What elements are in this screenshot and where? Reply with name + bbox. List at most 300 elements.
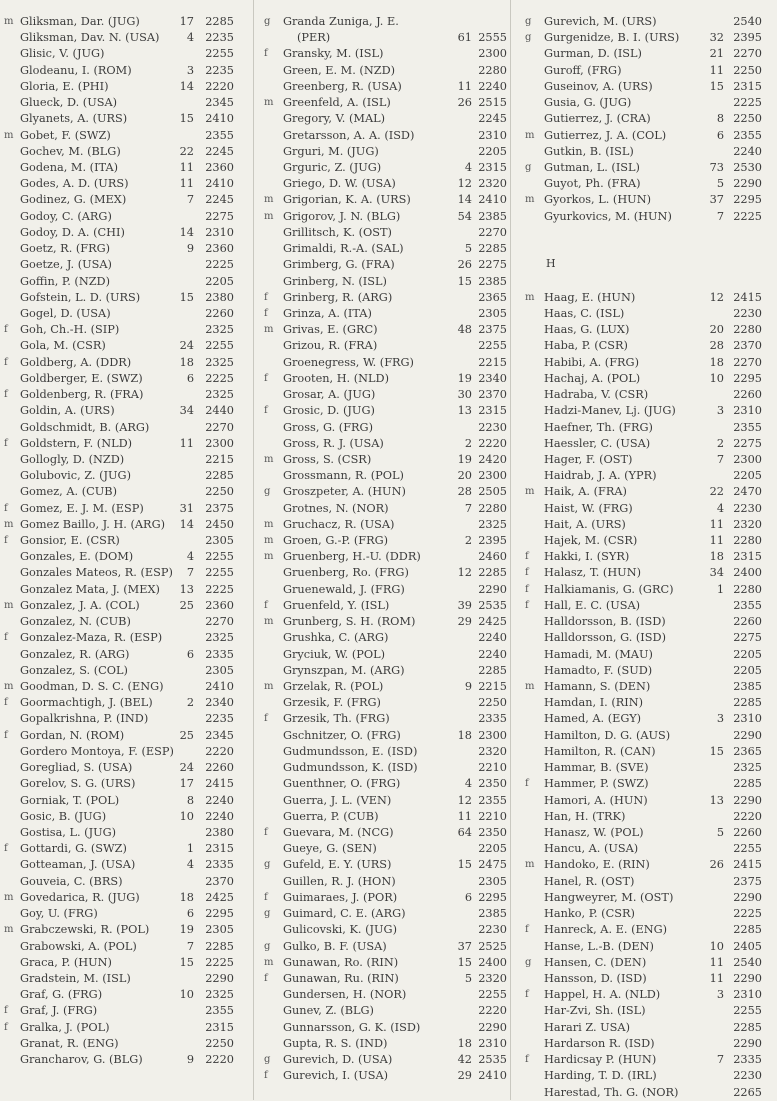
title-mark: f [525,924,529,936]
player-name: Hakki, I. (SYR) [544,550,630,564]
column-2 [256,0,509,1100]
player-entry [513,128,777,144]
title-mark: f [264,713,268,725]
player-name: Gliksman, Dar. (JUG) [20,15,140,28]
player-entry [0,420,252,436]
player-name: Guyot, Ph. (FRA) [544,177,641,191]
elo-rating: 2275 [478,258,507,272]
games-count: 32 [709,31,724,45]
elo-rating: 2225 [733,96,762,110]
games-count: 20 [709,323,724,337]
player-name: Haidrab, J. A. (YPR) [544,469,657,483]
games-count: 6 [186,907,194,921]
player-entry [513,728,777,744]
player-entry [256,1020,509,1036]
games-count: 13 [709,793,724,807]
elo-rating: 2210 [478,809,507,823]
elo-rating: 2275 [733,436,762,450]
player-name: Gschnitzer, O. (FRG) [283,728,401,742]
player-entry [256,841,509,857]
player-entry [513,160,777,176]
elo-rating: 2245 [205,193,234,207]
player-name: Hansen, C. (DEN) [544,955,647,969]
player-name: Halldorsson, G. (ISD) [544,631,666,645]
player-name: Guerra, J. L. (VEN) [283,793,392,807]
elo-rating: 2305 [205,923,234,937]
games-count: 17 [179,777,194,791]
player-name: Grinza, A. (ITA) [283,306,372,320]
elo-rating: 2315 [478,404,507,418]
player-name: Hanasz, W. (POL) [544,826,644,839]
player-name: Grunberg, S. H. (ROM) [283,615,416,629]
title-mark: m [4,599,14,611]
elo-rating: 2205 [478,144,507,158]
player-entry [256,46,509,62]
games-count: 17 [179,15,194,28]
player-name: Gonzalez, N. (CUB) [20,615,131,629]
games-count: 31 [179,501,194,515]
title-mark: m [264,681,274,693]
player-name: Gordan, N. (ROM) [20,728,125,742]
elo-rating: 2285 [478,663,507,677]
player-name: Grillitsch, K. (OST) [283,225,392,239]
player-entry [256,744,509,760]
player-name: Grynszpan, M. (ARG) [283,663,405,677]
title-mark: f [4,324,8,336]
games-count: 11 [709,971,724,985]
games-count: 18 [709,355,724,369]
player-name: Greenfeld, A. (ISL) [283,96,391,110]
player-name: Gurman, D. (ISL) [544,47,642,61]
player-name: Hamed, A. (EGY) [544,712,642,726]
player-entry [0,436,252,452]
title-mark: f [4,1021,8,1033]
games-count: 7 [186,566,194,580]
player-name: Gransky, M. (ISL) [283,47,384,61]
player-entry [256,290,509,306]
elo-rating: 2325 [205,323,234,337]
player-entry [256,79,509,95]
games-count: 14 [179,225,194,239]
player-entry [256,63,509,79]
games-count: 21 [709,47,724,61]
player-entry [0,30,252,46]
elo-rating: 2240 [733,144,762,158]
player-entry [0,890,252,906]
player-name: Goldin, A. (URS) [20,404,115,418]
player-entry [513,484,777,500]
player-name: Gollogly, D. (NZD) [20,452,125,466]
games-count: 9 [186,242,194,256]
elo-rating: 2405 [733,939,762,953]
player-entry [256,663,509,679]
elo-rating: 2230 [733,501,762,515]
player-entry [513,111,777,127]
player-name: Halasz, T. (HUN) [544,566,641,580]
elo-rating: 2290 [733,1036,762,1050]
title-mark: f [264,48,268,60]
elo-rating: 2355 [205,128,234,142]
elo-rating: 2225 [733,907,762,921]
elo-rating: 2230 [733,1069,762,1083]
player-name: Grushka, C. (ARG) [283,631,389,645]
player-entry [513,809,777,825]
elo-rating: 2225 [205,582,234,596]
player-name: Gunnarsson, G. K. (ISD) [283,1020,421,1034]
player-name: Hanel, R. (OST) [544,874,635,888]
player-entry [513,79,777,95]
elo-rating: 2290 [733,728,762,742]
player-entry [0,79,252,95]
player-entry [0,679,252,695]
player-entry [513,209,777,225]
elo-rating: 2375 [733,874,762,888]
elo-rating: 2225 [205,955,234,969]
player-entry [256,387,509,403]
player-entry [256,776,509,792]
elo-rating: 2315 [205,1020,234,1034]
player-name: Gomez Baillo, J. H. (ARG) [20,517,165,531]
games-count: 10 [709,371,724,385]
elo-rating: 2250 [733,112,762,126]
player-name: Hamadto, F. (SUD) [544,663,653,677]
player-entry [0,355,252,371]
title-mark: f [4,697,8,709]
player-entry [513,955,777,971]
games-count: 11 [179,177,194,191]
player-name: Happel, H. A. (NLD) [544,988,661,1002]
games-count: 22 [179,144,194,158]
player-entry [513,630,777,646]
games-count: 3 [716,988,724,1002]
games-count: 18 [179,355,194,369]
player-name: Haessler, C. (USA) [544,436,651,450]
player-name: Gopalkrishna, P. (IND) [20,712,149,726]
title-mark: f [525,1054,529,1066]
elo-rating: 2255 [205,550,234,564]
player-name: Guillen, R. J. (HON) [283,874,396,888]
player-name: Gouveia, C. (BRS) [20,874,123,888]
player-entry [0,582,252,598]
player-entry [256,144,509,160]
games-count: 2 [464,534,472,548]
player-entry [256,565,509,581]
player-entry [256,322,509,338]
player-entry [0,387,252,403]
elo-rating: 2260 [733,615,762,629]
title-mark: m [4,891,14,903]
player-name: Grzelak, R. (POL) [283,680,384,694]
title-mark: m [525,681,535,693]
elo-rating: 2325 [478,517,507,531]
player-entry [513,14,777,30]
elo-rating: 2360 [205,598,234,612]
elo-rating: 2310 [478,1036,507,1050]
player-name: Gregory, V. (MAL) [283,112,386,126]
player-entry [513,776,777,792]
elo-rating: 2280 [478,501,507,515]
player-entry [0,695,252,711]
elo-rating: 2225 [205,258,234,272]
player-entry [256,95,509,111]
elo-rating: 2225 [733,209,762,223]
elo-rating: 2385 [478,209,507,223]
player-entry [513,322,777,338]
player-entry [256,241,509,257]
games-count: 54 [457,209,472,223]
player-name: Gonzalez Mata, J. (MEX) [20,582,160,596]
player-name: Grotnes, N. (NOR) [283,501,389,515]
elo-rating: 2260 [733,826,762,839]
player-entry [256,501,509,517]
elo-rating: 2340 [478,371,507,385]
title-mark: m [264,97,274,109]
title-mark: f [525,583,529,595]
player-entry [256,128,509,144]
elo-rating: 2535 [478,598,507,612]
elo-rating: 2355 [478,793,507,807]
elo-rating: 2240 [205,809,234,823]
player-entry [513,371,777,387]
elo-rating: 2350 [478,826,507,839]
column-3 [513,0,777,1100]
elo-rating: 2250 [733,63,762,77]
player-name: Harari Z. USA) [544,1020,630,1034]
player-name: Hait, A. (URS) [544,517,626,531]
games-count: 15 [457,858,472,872]
player-name: Haik, A. (FRA) [544,485,627,499]
player-name: Grguri, M. (JUG) [283,144,379,158]
games-count: 13 [457,404,472,418]
player-entry [256,452,509,468]
title-mark: m [264,616,274,628]
elo-rating: 2425 [205,890,234,904]
player-entry [513,939,777,955]
elo-rating: 2360 [205,160,234,174]
player-entry [513,192,777,208]
elo-rating: 2220 [205,744,234,758]
player-name: Griego, D. W. (USA) [283,177,396,191]
player-entry [513,290,777,306]
title-mark: f [264,405,268,417]
elo-rating: 2305 [478,306,507,320]
games-count: 1 [716,582,724,596]
player-name: Harestad, Th. G. (NOR) [544,1085,679,1099]
games-count: 12 [457,566,472,580]
elo-rating: 2450 [205,517,234,531]
elo-rating: 2505 [478,485,507,499]
player-name: Grabczewski, R. (POL) [20,923,150,937]
player-name: Hall, E. C. (USA) [544,598,641,612]
player-entry [256,30,509,46]
title-mark: m [264,210,274,222]
elo-rating: 2410 [478,193,507,207]
elo-rating: 2310 [733,988,762,1002]
player-name: Grabowski, A. (POL) [20,939,137,953]
games-count: 12 [709,290,724,304]
games-count: 39 [457,598,472,612]
elo-rating: 2305 [478,874,507,888]
player-name: Grosic, D. (JUG) [283,404,375,418]
title-mark: g [264,859,271,871]
games-count: 4 [464,777,472,791]
elo-rating: 2235 [205,31,234,45]
elo-rating: 2380 [205,290,234,304]
games-count: 20 [457,469,472,483]
player-entry [256,1003,509,1019]
player-entry [256,1052,509,1068]
player-entry [513,95,777,111]
player-name: Gutkin, B. (ISL) [544,144,634,158]
player-entry [513,598,777,614]
elo-rating: 2295 [205,907,234,921]
elo-rating: 2410 [205,680,234,694]
games-count: 2 [464,436,472,450]
player-entry [0,484,252,500]
player-entry [0,46,252,62]
elo-rating: 2395 [478,534,507,548]
player-name: Gonzales Mateos, R. (ESP) [20,566,173,580]
title-mark: m [264,194,274,206]
games-count: 10 [179,988,194,1002]
player-name: Govedarica, R. (JUG) [20,890,140,904]
title-mark: g [264,486,271,498]
elo-rating: 2375 [478,323,507,337]
player-entry [256,1036,509,1052]
player-entry [0,144,252,160]
player-name: Gruenberg, H.-U. (DDR) [283,550,421,564]
player-name: Gomez, A. (CUB) [20,485,117,499]
games-count: 4 [464,160,472,174]
player-entry [256,420,509,436]
games-count: 4 [186,858,194,872]
elo-rating: 2305 [205,663,234,677]
title-mark: f [4,729,8,741]
elo-rating: 2290 [478,582,507,596]
player-entry [513,922,777,938]
player-entry [256,695,509,711]
elo-rating: 2475 [478,858,507,872]
player-entry [256,614,509,630]
games-count: 28 [457,485,472,499]
title-mark: f [264,599,268,611]
elo-rating: 2310 [733,404,762,418]
player-name: Goffin, P. (NZD) [20,274,111,288]
player-entry [256,647,509,663]
elo-rating: 2340 [205,696,234,710]
player-name: Gruchacz, R. (USA) [283,517,395,531]
player-name: Green, E. M. (NZD) [283,63,396,77]
player-name: Gunawan, Ru. (RIN) [283,971,399,985]
player-entry [513,1003,777,1019]
games-count: 15 [179,955,194,969]
player-entry [0,663,252,679]
elo-rating: 2300 [478,47,507,61]
player-entry [0,614,252,630]
title-mark: f [264,372,268,384]
player-name: Gyurkovics, M. (HUN) [544,209,672,223]
elo-rating: 2355 [733,420,762,434]
elo-rating: 2285 [205,939,234,953]
elo-rating: 2260 [205,306,234,320]
player-name: Harding, T. D. (IRL) [544,1069,657,1083]
elo-rating: 2230 [478,420,507,434]
title-mark: f [4,389,8,401]
player-entry [256,484,509,500]
player-name: Gonzalez, S. (COL) [20,663,128,677]
title-mark: g [264,16,271,27]
elo-rating: 2260 [733,388,762,402]
elo-rating: 2210 [478,761,507,775]
player-name: Gulicovski, K. (JUG) [283,923,397,937]
elo-rating: 2380 [205,826,234,839]
elo-rating: 2255 [205,566,234,580]
player-name: Goldberger, E. (SWZ) [20,371,143,385]
player-name: Guenthner, O. (FRG) [283,777,401,791]
elo-rating: 2315 [205,842,234,856]
elo-rating: 2315 [733,550,762,564]
player-entry [256,922,509,938]
player-name: Goy, U. (FRG) [20,907,98,921]
player-entry [0,1036,252,1052]
player-entry [0,857,252,873]
games-count: 48 [457,323,472,337]
player-name: Glueck, D. (USA) [20,96,118,110]
player-entry [256,257,509,273]
player-name: Gross, G. (FRG) [283,420,373,434]
elo-rating: 2275 [733,631,762,645]
elo-rating: 2255 [205,47,234,61]
elo-rating: 2290 [733,890,762,904]
player-entry [256,533,509,549]
player-entry [0,565,252,581]
games-count: 15 [709,79,724,93]
player-name: Hammer, P. (SWZ) [544,777,649,791]
title-mark: f [525,778,529,790]
games-count: 34 [709,566,724,580]
player-name: Goregliad, S. (USA) [20,761,133,775]
player-entry [0,776,252,792]
player-name: Gomez, E. J. M. (ESP) [20,501,144,515]
elo-rating: 2230 [733,306,762,320]
elo-rating: 2235 [205,712,234,726]
player-name: Haas, C. (ISL) [544,306,625,320]
elo-rating: 2250 [205,485,234,499]
player-name: Hamadi, M. (MAU) [544,647,653,661]
games-count: 14 [179,79,194,93]
elo-rating: 2240 [205,793,234,807]
elo-rating: 2460 [478,550,507,564]
games-count: 5 [464,242,472,256]
player-entry [0,63,252,79]
player-entry [0,825,252,841]
elo-rating: 2255 [733,842,762,856]
player-entry [0,338,252,354]
elo-rating: 2375 [205,501,234,515]
player-name: Gonzales, E. (DOM) [20,550,134,564]
player-name: Haas, G. (LUX) [544,323,630,337]
elo-rating: 2320 [478,177,507,191]
player-entry [256,793,509,809]
elo-rating: 2370 [733,339,762,353]
player-entry [256,809,509,825]
column-divider-2 [510,0,511,1100]
player-entry [0,1020,252,1036]
elo-rating: 2325 [205,631,234,645]
player-name: Gudmundsson, E. (ISD) [283,744,418,758]
column-divider-1 [253,0,254,1100]
elo-rating: 2470 [733,485,762,499]
